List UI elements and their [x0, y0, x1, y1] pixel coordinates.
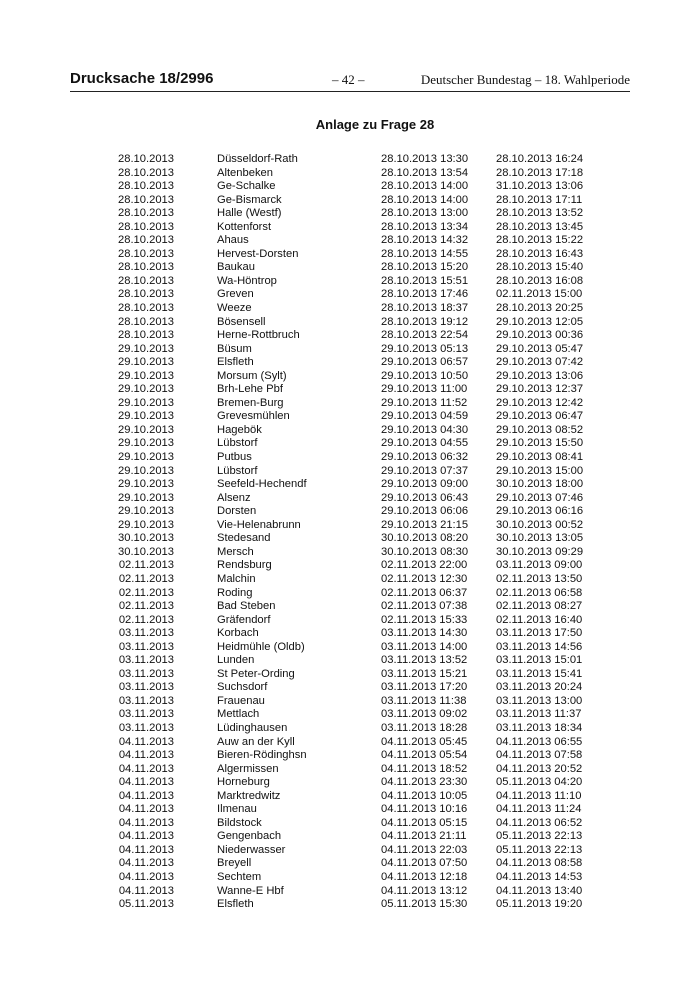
start-time-cell: 29.10.2013 11:52	[381, 396, 468, 409]
document-number	[70, 70, 213, 87]
table-row	[0, 316, 700, 330]
end-time-cell: 05.11.2013 04:20	[496, 776, 583, 789]
table-row	[0, 207, 700, 221]
date-cell: 04.11.2013	[118, 870, 174, 883]
end-time-cell: 28.10.2013 20:25	[496, 302, 584, 315]
document-number-value: 2996	[180, 70, 214, 87]
end-time-cell: 04.11.2013 14:53	[496, 870, 583, 883]
location-cell: Roding	[217, 586, 253, 599]
end-time-cell: 30.10.2013 13:05	[496, 532, 584, 545]
end-time-cell: 04.11.2013 20:52	[496, 762, 583, 775]
table-row	[0, 587, 700, 601]
end-time-cell: 03.11.2013 14:56	[496, 640, 583, 653]
institution-label: Deutscher Bundestag – 18. Wahlperiode	[420, 72, 630, 87]
table-row	[0, 871, 700, 885]
start-time-cell: 29.10.2013 06:57	[381, 356, 469, 369]
date-cell: 04.11.2013	[118, 735, 174, 748]
end-time-cell: 29.10.2013 12:37	[496, 383, 584, 396]
start-time-cell: 29.10.2013 06:06	[381, 505, 469, 518]
date-cell: 29.10.2013	[118, 437, 174, 450]
end-time-cell: 03.11.2013 13:00	[496, 694, 583, 707]
date-cell: 05.11.2013	[118, 898, 174, 911]
location-cell: Hervest-Dorsten	[217, 247, 299, 260]
start-time-cell: 02.11.2013 15:33	[381, 613, 468, 626]
date-cell: 04.11.2013	[118, 884, 174, 897]
end-time-cell: 29.10.2013 12:05	[496, 315, 584, 328]
date-cell: 28.10.2013	[118, 261, 174, 274]
date-cell: 29.10.2013	[118, 396, 174, 409]
date-cell: 28.10.2013	[118, 234, 174, 247]
end-time-cell: 04.11.2013 06:52	[496, 816, 583, 829]
start-time-cell: 03.11.2013 13:52	[381, 654, 468, 667]
end-time-cell: 29.10.2013 05:47	[496, 342, 584, 355]
table-row	[0, 776, 700, 790]
table-row	[0, 275, 700, 289]
date-cell: 02.11.2013	[118, 559, 174, 572]
table-row	[0, 695, 700, 709]
end-time-cell: 29.10.2013 12:42	[496, 396, 584, 409]
start-time-cell: 04.11.2013 21:11	[381, 830, 467, 843]
date-cell: 04.11.2013	[118, 762, 174, 775]
date-cell: 03.11.2013	[118, 694, 174, 707]
end-time-cell: 03.11.2013 15:41	[496, 667, 583, 680]
date-cell: 04.11.2013	[118, 816, 174, 829]
start-time-cell: 28.10.2013 14:55	[381, 247, 469, 260]
start-time-cell: 28.10.2013 18:37	[381, 302, 469, 315]
date-cell: 02.11.2013	[118, 613, 174, 626]
end-time-cell: 28.10.2013 15:22	[496, 234, 584, 247]
end-time-cell: 28.10.2013 17:18	[496, 166, 584, 179]
end-time-cell: 03.11.2013 18:34	[496, 721, 583, 734]
location-cell: Lüdinghausen	[217, 721, 288, 734]
location-cell: Grevesmühlen	[217, 410, 290, 423]
table-row	[0, 234, 700, 248]
end-time-cell: 05.11.2013 19:20	[496, 898, 583, 911]
date-cell: 04.11.2013	[118, 776, 174, 789]
location-cell: Elsfleth	[217, 356, 254, 369]
date-cell: 04.11.2013	[118, 843, 174, 856]
start-time-cell: 04.11.2013 22:03	[381, 843, 468, 856]
location-cell: Bieren-Rödinghsn	[217, 749, 307, 762]
end-time-cell: 29.10.2013 07:42	[496, 356, 584, 369]
date-cell: 29.10.2013	[118, 423, 174, 436]
table-row	[0, 885, 700, 899]
end-time-cell: 05.11.2013 22:13	[496, 843, 583, 856]
start-time-cell: 28.10.2013 13:34	[381, 220, 469, 233]
header-rule	[70, 91, 630, 92]
location-cell: Bremen-Burg	[217, 396, 284, 409]
end-time-cell: 28.10.2013 13:52	[496, 207, 584, 220]
location-cell: Marktredwitz	[217, 789, 281, 802]
date-cell: 28.10.2013	[118, 315, 174, 328]
end-time-cell: 03.11.2013 17:50	[496, 627, 583, 640]
location-cell: Brh-Lehe Pbf	[217, 383, 283, 396]
location-cell: Bad Steben	[217, 600, 276, 613]
end-time-cell: 28.10.2013 13:45	[496, 220, 584, 233]
date-cell: 29.10.2013	[118, 451, 174, 464]
location-cell: Seefeld-Hechendf	[217, 478, 307, 491]
end-time-cell: 04.11.2013 07:58	[496, 749, 583, 762]
location-cell: Bösensell	[217, 315, 266, 328]
end-time-cell: 29.10.2013 07:46	[496, 491, 584, 504]
start-time-cell: 28.10.2013 14:00	[381, 180, 469, 193]
table-row	[0, 261, 700, 275]
start-time-cell: 28.10.2013 14:32	[381, 234, 469, 247]
date-cell: 04.11.2013	[118, 749, 174, 762]
end-time-cell: 29.10.2013 06:47	[496, 410, 584, 423]
table-row	[0, 248, 700, 262]
end-time-cell: 03.11.2013 09:00	[496, 559, 583, 572]
page-title: Anlage zu Frage 28	[315, 117, 435, 132]
start-time-cell: 02.11.2013 07:38	[381, 600, 468, 613]
location-cell: Gengenbach	[217, 830, 282, 843]
end-time-cell: 30.10.2013 09:29	[496, 545, 584, 558]
table-row	[0, 343, 700, 357]
date-cell: 03.11.2013	[118, 640, 174, 653]
start-time-cell: 05.11.2013 15:30	[381, 898, 468, 911]
date-cell: 03.11.2013	[118, 721, 174, 734]
table-row	[0, 302, 700, 316]
table-row	[0, 465, 700, 479]
end-time-cell: 03.11.2013 15:01	[496, 654, 583, 667]
start-time-cell: 29.10.2013 04:55	[381, 437, 469, 450]
table-row	[0, 288, 700, 302]
table-row	[0, 763, 700, 777]
start-time-cell: 04.11.2013 10:16	[381, 803, 468, 816]
location-cell: Herne-Rottbruch	[217, 329, 300, 342]
date-cell: 03.11.2013	[118, 627, 174, 640]
start-time-cell: 28.10.2013 22:54	[381, 329, 469, 342]
end-time-cell: 04.11.2013 11:10	[496, 789, 582, 802]
end-time-cell: 28.10.2013 15:40	[496, 261, 584, 274]
page-header	[70, 70, 630, 92]
table-row	[0, 153, 700, 167]
start-time-cell: 04.11.2013 23:30	[381, 776, 468, 789]
end-time-cell: 02.11.2013 13:50	[496, 572, 583, 585]
date-cell: 29.10.2013	[118, 383, 174, 396]
location-cell: Ge-Schalke	[217, 180, 276, 193]
start-time-cell: 02.11.2013 12:30	[381, 572, 468, 585]
end-time-cell: 02.11.2013 08:27	[496, 600, 583, 613]
end-time-cell: 28.10.2013 16:24	[496, 153, 584, 165]
table-row	[0, 329, 700, 343]
end-time-cell: 04.11.2013 13:40	[496, 884, 583, 897]
location-cell: Suchsdorf	[217, 681, 268, 694]
location-cell: Wanne-E Hbf	[217, 884, 284, 897]
location-cell: Kottenforst	[217, 220, 272, 233]
date-cell: 28.10.2013	[118, 302, 174, 315]
date-cell: 29.10.2013	[118, 356, 174, 369]
location-cell: Ilmenau	[217, 803, 257, 816]
start-time-cell: 29.10.2013 06:32	[381, 451, 469, 464]
table-row	[0, 194, 700, 208]
table-row	[0, 424, 700, 438]
date-cell: 02.11.2013	[118, 586, 174, 599]
date-cell: 28.10.2013	[118, 166, 174, 179]
location-cell: Düsseldorf-Rath	[217, 153, 298, 165]
start-time-cell: 28.10.2013 19:12	[381, 315, 469, 328]
table-row	[0, 478, 700, 492]
location-cell: Lunden	[217, 654, 255, 667]
location-cell: Rendsburg	[217, 559, 272, 572]
start-time-cell: 28.10.2013 15:20	[381, 261, 469, 274]
start-time-cell: 29.10.2013 05:13	[381, 342, 469, 355]
location-cell: Vie-Helenabrunn	[217, 518, 301, 531]
start-time-cell: 29.10.2013 11:00	[381, 383, 468, 396]
location-cell: St Peter-Ording	[217, 667, 295, 680]
location-cell: Büsum	[217, 342, 252, 355]
location-cell: Alsenz	[217, 491, 251, 504]
date-cell: 04.11.2013	[118, 857, 174, 870]
date-cell: 28.10.2013	[118, 207, 174, 220]
date-cell: 29.10.2013	[118, 369, 174, 382]
location-cell: Ge-Bismarck	[217, 193, 282, 206]
start-time-cell: 28.10.2013 13:00	[381, 207, 469, 220]
start-time-cell: 03.11.2013 09:02	[381, 708, 468, 721]
location-cell: Stedesand	[217, 532, 271, 545]
date-cell: 30.10.2013	[118, 545, 174, 558]
table-row	[0, 668, 700, 682]
end-time-cell: 04.11.2013 08:58	[496, 857, 583, 870]
date-cell: 04.11.2013	[118, 803, 174, 816]
data-table	[0, 153, 700, 912]
table-row	[0, 817, 700, 831]
date-cell: 28.10.2013	[118, 274, 174, 287]
start-time-cell: 28.10.2013 15:51	[381, 274, 469, 287]
table-row	[0, 559, 700, 573]
start-time-cell: 29.10.2013 10:50	[381, 369, 469, 382]
location-cell: Auw an der Kyll	[217, 735, 295, 748]
start-time-cell: 04.11.2013 07:50	[381, 857, 468, 870]
location-cell: Korbach	[217, 627, 259, 640]
date-cell: 02.11.2013	[118, 600, 174, 613]
start-time-cell: 03.11.2013 11:38	[381, 694, 467, 707]
end-time-cell: 29.10.2013 15:00	[496, 464, 584, 477]
date-cell: 04.11.2013	[118, 789, 174, 802]
table-row	[0, 790, 700, 804]
table-row	[0, 736, 700, 750]
start-time-cell: 04.11.2013 18:52	[381, 762, 468, 775]
end-time-cell: 04.11.2013 11:24	[496, 803, 582, 816]
start-time-cell: 30.10.2013 08:20	[381, 532, 469, 545]
start-time-cell: 04.11.2013 10:05	[381, 789, 468, 802]
table-row	[0, 370, 700, 384]
location-cell: Heidmühle (Oldb)	[217, 640, 305, 653]
location-cell: Morsum (Sylt)	[217, 369, 287, 382]
start-time-cell: 04.11.2013 13:12	[381, 884, 468, 897]
location-cell: Lübstorf	[217, 437, 258, 450]
location-cell: Malchin	[217, 572, 256, 585]
start-time-cell: 28.10.2013 13:54	[381, 166, 469, 179]
end-time-cell: 02.11.2013 06:58	[496, 586, 583, 599]
table-row	[0, 410, 700, 424]
table-row	[0, 180, 700, 194]
table-row	[0, 546, 700, 560]
date-cell: 29.10.2013	[118, 464, 174, 477]
location-cell: Altenbeken	[217, 166, 273, 179]
date-cell: 04.11.2013	[118, 830, 174, 843]
end-time-cell: 29.10.2013 08:41	[496, 451, 584, 464]
start-time-cell: 02.11.2013 22:00	[381, 559, 468, 572]
start-time-cell: 29.10.2013 06:43	[381, 491, 469, 504]
table-row	[0, 898, 700, 912]
table-row	[0, 167, 700, 181]
table-row	[0, 397, 700, 411]
start-time-cell: 29.10.2013 04:30	[381, 423, 469, 436]
location-cell: Elsfleth	[217, 898, 254, 911]
end-time-cell: 28.10.2013 17:11	[496, 193, 583, 206]
location-cell: Hagebök	[217, 423, 262, 436]
date-cell: 28.10.2013	[118, 247, 174, 260]
date-cell: 28.10.2013	[118, 153, 174, 165]
location-cell: Horneburg	[217, 776, 270, 789]
location-cell: Niederwasser	[217, 843, 286, 856]
location-cell: Frauenau	[217, 694, 265, 707]
end-time-cell: 02.11.2013 15:00	[496, 288, 583, 301]
table-row	[0, 749, 700, 763]
date-cell: 28.10.2013	[118, 329, 174, 342]
location-cell: Lübstorf	[217, 464, 258, 477]
table-row	[0, 492, 700, 506]
end-time-cell: 29.10.2013 06:16	[496, 505, 584, 518]
end-time-cell: 30.10.2013 00:52	[496, 518, 584, 531]
start-time-cell: 03.11.2013 15:21	[381, 667, 468, 680]
end-time-cell: 28.10.2013 16:08	[496, 274, 584, 287]
start-time-cell: 30.10.2013 08:30	[381, 545, 469, 558]
end-time-cell: 28.10.2013 16:43	[496, 247, 584, 260]
date-cell: 30.10.2013	[118, 532, 174, 545]
end-time-cell: 29.10.2013 15:50	[496, 437, 584, 450]
table-row	[0, 383, 700, 397]
date-cell: 02.11.2013	[118, 572, 174, 585]
location-cell: Algermissen	[217, 762, 279, 775]
date-cell: 28.10.2013	[118, 220, 174, 233]
table-row	[0, 614, 700, 628]
start-time-cell: 03.11.2013 14:30	[381, 627, 468, 640]
date-cell: 28.10.2013	[118, 193, 174, 206]
table-row	[0, 451, 700, 465]
end-time-cell: 29.10.2013 13:06	[496, 369, 584, 382]
location-cell: Wa-Höntrop	[217, 274, 277, 287]
start-time-cell: 04.11.2013 05:54	[381, 749, 468, 762]
table-row	[0, 830, 700, 844]
date-cell: 03.11.2013	[118, 654, 174, 667]
location-cell: Greven	[217, 288, 254, 301]
location-cell: Sechtem	[217, 870, 262, 883]
document-label: Drucksache 18/	[70, 70, 181, 87]
end-time-cell: 03.11.2013 11:37	[496, 708, 582, 721]
table-row	[0, 708, 700, 722]
date-cell: 28.10.2013	[118, 180, 174, 193]
table-row	[0, 803, 700, 817]
table-row	[0, 437, 700, 451]
location-cell: Ahaus	[217, 234, 249, 247]
location-cell: Breyell	[217, 857, 252, 870]
start-time-cell: 04.11.2013 12:18	[381, 870, 468, 883]
table-row	[0, 221, 700, 235]
end-time-cell: 03.11.2013 20:24	[496, 681, 583, 694]
start-time-cell: 29.10.2013 21:15	[381, 518, 469, 531]
date-cell: 03.11.2013	[118, 681, 174, 694]
table-row	[0, 573, 700, 587]
date-cell: 29.10.2013	[118, 518, 174, 531]
location-cell: Mettlach	[217, 708, 260, 721]
table-row	[0, 532, 700, 546]
table-row	[0, 356, 700, 370]
table-row	[0, 722, 700, 736]
end-time-cell: 29.10.2013 00:36	[496, 329, 584, 342]
table-row	[0, 844, 700, 858]
end-time-cell: 30.10.2013 18:00	[496, 478, 584, 491]
start-time-cell: 03.11.2013 14:00	[381, 640, 468, 653]
table-row	[0, 654, 700, 668]
date-cell: 29.10.2013	[118, 505, 174, 518]
location-cell: Dorsten	[217, 505, 257, 518]
start-time-cell: 03.11.2013 18:28	[381, 721, 468, 734]
start-time-cell: 29.10.2013 09:00	[381, 478, 469, 491]
start-time-cell: 03.11.2013 17:20	[381, 681, 468, 694]
start-time-cell: 04.11.2013 05:45	[381, 735, 468, 748]
date-cell: 29.10.2013	[118, 410, 174, 423]
date-cell: 29.10.2013	[118, 342, 174, 355]
end-time-cell: 31.10.2013 13:06	[496, 180, 584, 193]
start-time-cell: 28.10.2013 13:30	[381, 153, 469, 165]
location-cell: Mersch	[217, 545, 254, 558]
date-cell: 29.10.2013	[118, 478, 174, 491]
location-cell: Weeze	[217, 302, 252, 315]
table-row	[0, 627, 700, 641]
start-time-cell: 28.10.2013 14:00	[381, 193, 469, 206]
end-time-cell: 29.10.2013 08:52	[496, 423, 584, 436]
start-time-cell: 04.11.2013 05:15	[381, 816, 468, 829]
date-cell: 28.10.2013	[118, 288, 174, 301]
date-cell: 03.11.2013	[118, 667, 174, 680]
start-time-cell: 29.10.2013 07:37	[381, 464, 469, 477]
page-number: – 42 –	[332, 72, 365, 87]
date-cell: 29.10.2013	[118, 491, 174, 504]
location-cell: Baukau	[217, 261, 255, 274]
start-time-cell: 02.11.2013 06:37	[381, 586, 468, 599]
table-row	[0, 857, 700, 871]
table-row	[0, 600, 700, 614]
start-time-cell: 28.10.2013 17:46	[381, 288, 469, 301]
end-time-cell: 02.11.2013 16:40	[496, 613, 583, 626]
table-row	[0, 641, 700, 655]
start-time-cell: 29.10.2013 04:59	[381, 410, 469, 423]
end-time-cell: 04.11.2013 06:55	[496, 735, 583, 748]
location-cell: Bildstock	[217, 816, 262, 829]
table-row	[0, 505, 700, 519]
location-cell: Halle (Westf)	[217, 207, 282, 220]
table-row	[0, 681, 700, 695]
table-row	[0, 519, 700, 533]
end-time-cell: 05.11.2013 22:13	[496, 830, 583, 843]
date-cell: 03.11.2013	[118, 708, 174, 721]
location-cell: Gräfendorf	[217, 613, 271, 626]
location-cell: Putbus	[217, 451, 252, 464]
